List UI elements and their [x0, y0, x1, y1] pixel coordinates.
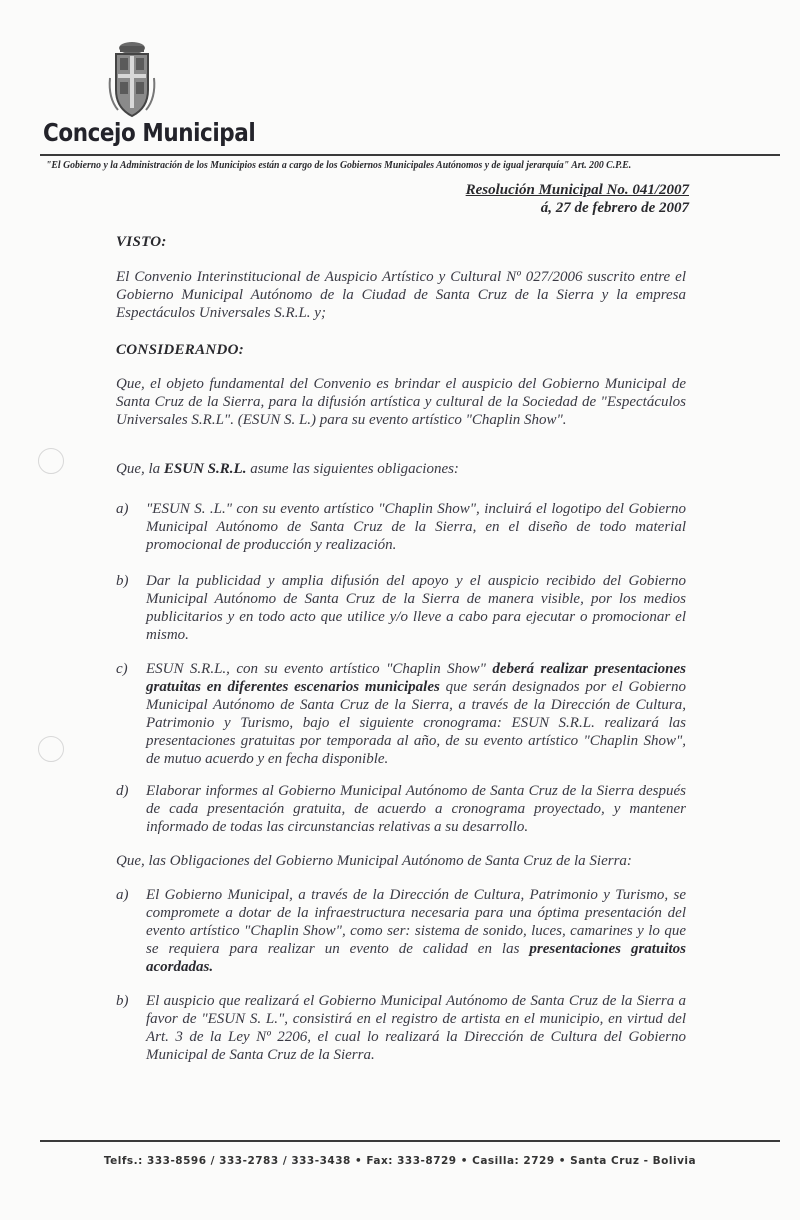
coat-of-arms-icon [106, 38, 158, 120]
obligation-a-text: "ESUN S. .L." con su evento artístico "Chaplin Show", incluirá el logotipo del Gobierno Municipal Autónomo de Santa Cruz de la Sierra, en el diseño de todo material promocional de producción y realización. [146, 501, 686, 553]
visto-heading: VISTO: [116, 234, 167, 250]
gov-obligation-b-letter: b) [116, 993, 129, 1009]
obligation-a-letter: a) [116, 501, 129, 517]
obligation-d-text: Elaborar informes al Gobierno Municipal Autónomo de Santa Cruz de la Sierra después de cada presentación gratuita, de acuerdo a cronograma proyectado, y mantener informado de todas las circunstancias relativas a su desarrollo. [146, 783, 686, 835]
considerando-heading: CONSIDERANDO: [116, 342, 245, 358]
gov-obligation-a-text: El Gobierno Municipal, a través de la Dirección de Cultura, Patrimonio y Turismo, se compromete a dotar de la infraestructura necesaria para una óptima presentación del evento artístico "Chaplin Show", como ser: sistema de sonido, luces, camarines y lo que se requiera para realizar un evento de calidad en las presentaciones gratuitos acordadas. [146, 887, 686, 975]
punch-hole [38, 448, 64, 474]
obligation-b-text: Dar la publicidad y amplia difusión del apoyo y el auspicio recibido del Gobierno Municipal Autónomo de Santa Cruz de la Sierra de manera visible, por los medios publicitarios y en todo acto que utilice y/o lleve a cabo para ejecutar o promocionar el mismo. [146, 573, 686, 643]
punch-hole [38, 736, 64, 762]
obligation-d-letter: d) [116, 783, 129, 799]
obligation-c-letter: c) [116, 661, 128, 677]
considerando-paragraph-2: Que, la ESUN S.R.L. asume las siguientes obligaciones: [116, 461, 459, 477]
visto-paragraph: El Convenio Interinstitucional de Auspicio Artístico y Cultural Nº 027/2006 suscrito entre el Gobierno Municipal Autónomo de la Ciudad de Santa Cruz de la Sierra y la empresa Espectáculos Universales S.R.L. y; [116, 269, 686, 321]
footer-divider [40, 1140, 780, 1142]
header-divider [40, 154, 780, 156]
considerando-paragraph-1: Que, el objeto fundamental del Convenio es brindar el auspicio del Gobierno Municipal de Santa Cruz de la Sierra, para la difusión artística y cultural de la Sociedad de "Espectáculos Universales S.R.L". (ESUN S. L.) para su evento artístico "Chaplin Show". [116, 376, 686, 428]
gov-obligation-b-text: El auspicio que realizará el Gobierno Municipal Autónomo de Santa Cruz de la Sierra a favor de "ESUN S. L.", consistirá en el registro de artista en el municipio, en virtud del Art. 3 de la Ley Nº 2206, el cual lo realizará la Dirección de Cultura del Gobierno Municipal de Santa Cruz de la Sierra. [146, 993, 686, 1063]
obligation-b-letter: b) [116, 573, 129, 589]
resolution-date: á, 27 de febrero de 2007 [540, 200, 689, 216]
gov-obligation-a-letter: a) [116, 887, 129, 903]
obligation-c-text: ESUN S.R.L., con su evento artístico "Chaplin Show" deberá realizar presentaciones gratuitas en diferentes escenarios municipales que serán designados por el Gobierno Municipal Autónomo de Santa Cruz de la Sierra, a través de la Dirección de Cultura, Patrimonio y Turismo, bajo el siguiente cronograma: ESUN S.R.L. realizará las presentaciones gratuitas por temporada al año, de su evento artístico "Chaplin Show", de mutuo acuerdo y en fecha disponible. [146, 661, 686, 767]
considerando-paragraph-3: Que, las Obligaciones del Gobierno Municipal Autónomo de Santa Cruz de la Sierra: [116, 853, 632, 869]
footer-contact: Telfs.: 333-8596 / 333-2783 / 333-3438 • Fax: 333-8729 • Casilla: 2729 • Santa Cruz - Bolivia [103, 1155, 697, 1167]
header-motto: "El Gobierno y la Administración de los Municipios están a cargo de los Gobiernos Municipales Autónomos y de igual jerarquía" Art. 200 C.P.E. [46, 160, 632, 171]
organization-name: Concejo Municipal [43, 118, 256, 147]
resolution-number: Resolución Municipal No. 041/2007 [465, 182, 689, 198]
